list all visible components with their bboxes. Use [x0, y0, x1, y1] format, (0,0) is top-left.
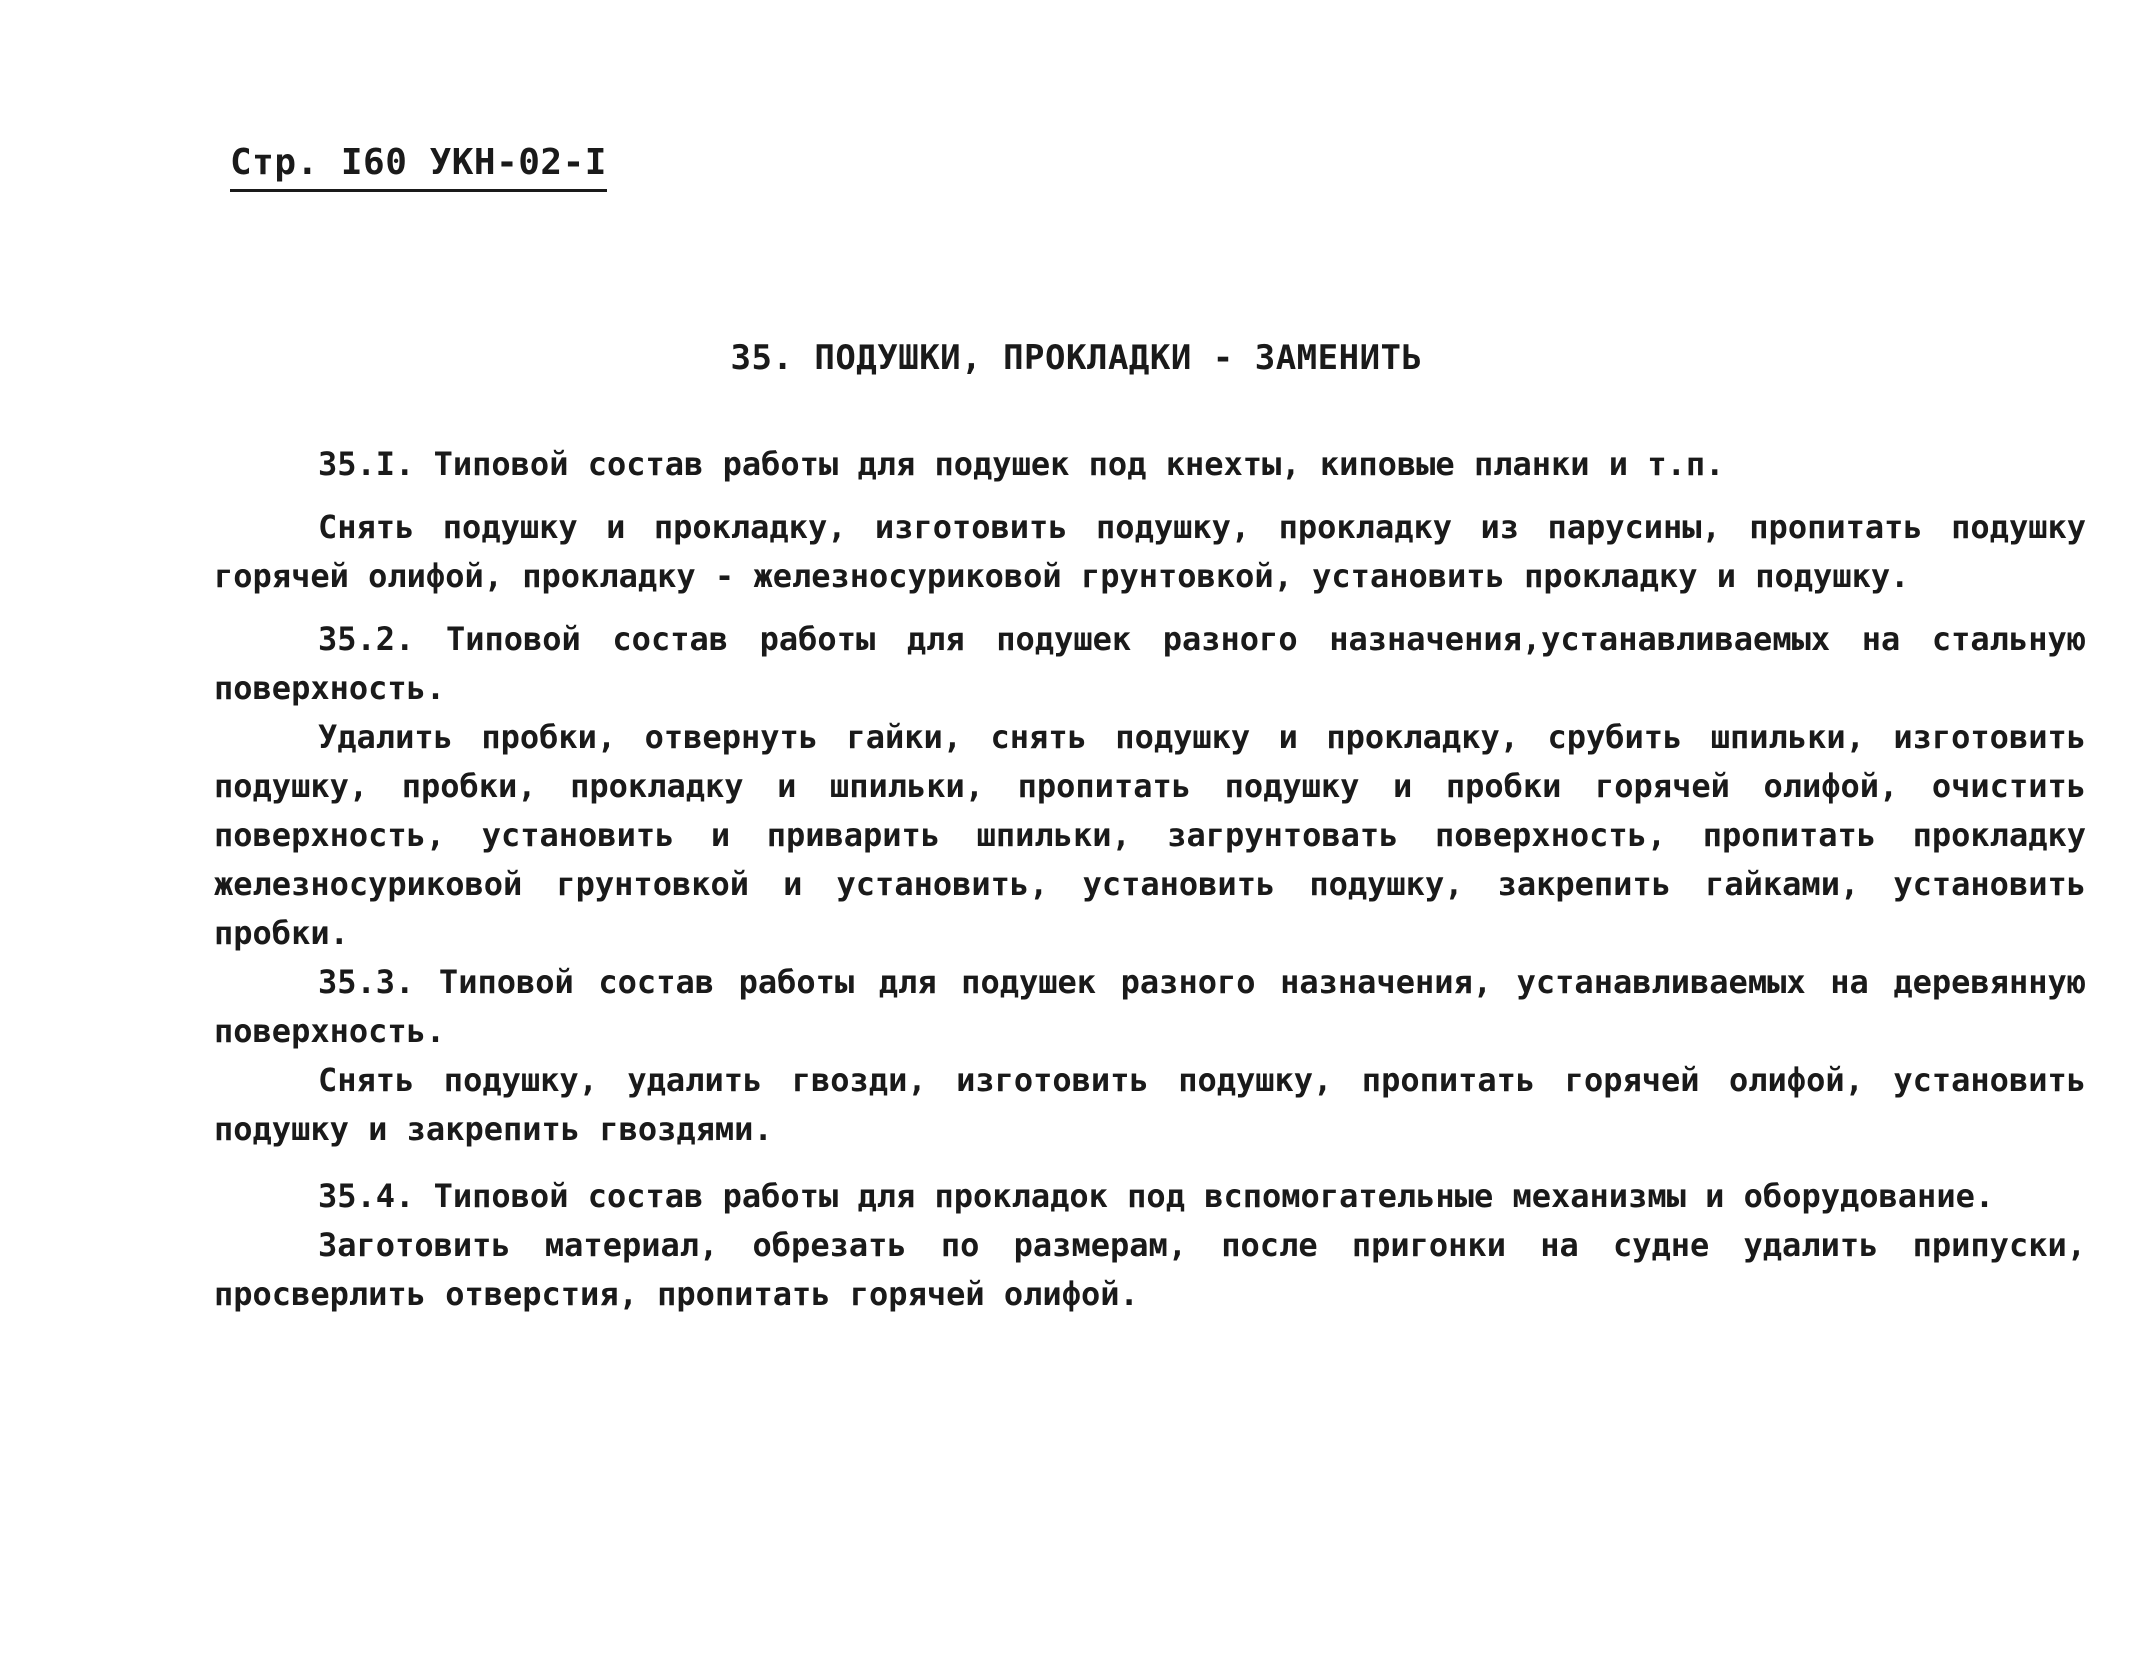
page-reference-header: Стр. I60 УКН-02-I: [230, 143, 607, 192]
section-title: 35. ПОДУШКИ, ПРОКЛАДКИ - ЗАМЕНИТЬ: [730, 338, 1423, 378]
subsection-heading-35-3: 35.3. Типовой состав работы для подушек разного назначения, устанавливаемых на деревянную поверхность.: [214, 963, 2086, 1050]
subsection-text-35-2: Удалить пробки, отвернуть гайки, снять подушку и прокладку, срубить шпильки, изготовить подушку, пробки, прокладку и шпильки, пропитать подушку и пробки горячей олифой, очистить поверхность, установить и приварить шпильки, загрунтовать поверхность, пропитать прокладку железносуриковой грунтовкой и установить, установить подушку, закрепить гайками, установить пробки.: [214, 718, 2086, 952]
subsection-text-35-3: Снять подушку, удалить гвозди, изготовить подушку, пропитать горячей олифой, установить подушку и закрепить гвоздями.: [214, 1061, 2086, 1148]
subsection-text-35-1: Снять подушку и прокладку, изготовить подушку, прокладку из парусины, пропитать подушку горячей олифой, прокладку - железносуриковой грунтовкой, установить прокладку и подушку.: [214, 508, 2086, 595]
subsection-heading-35-2: 35.2. Типовой состав работы для подушек разного назначения,устанавливаемых на стальную поверхность.: [214, 620, 2086, 707]
subsection-heading-35-4: 35.4. Типовой состав работы для прокладок под вспомогательные механизмы и оборудование.: [318, 1177, 1995, 1215]
subsection-heading-35-1: 35.I. Типовой состав работы для подушек под кнехты, киповые планки и т.п.: [318, 445, 1725, 483]
section-body: [214, 440, 2086, 1319]
subsection-text-35-4: Заготовить материал, обрезать по размерам, после пригонки на судне удалить припуски, просверлить отверстия, пропитать горячей олифой.: [214, 1226, 2086, 1313]
